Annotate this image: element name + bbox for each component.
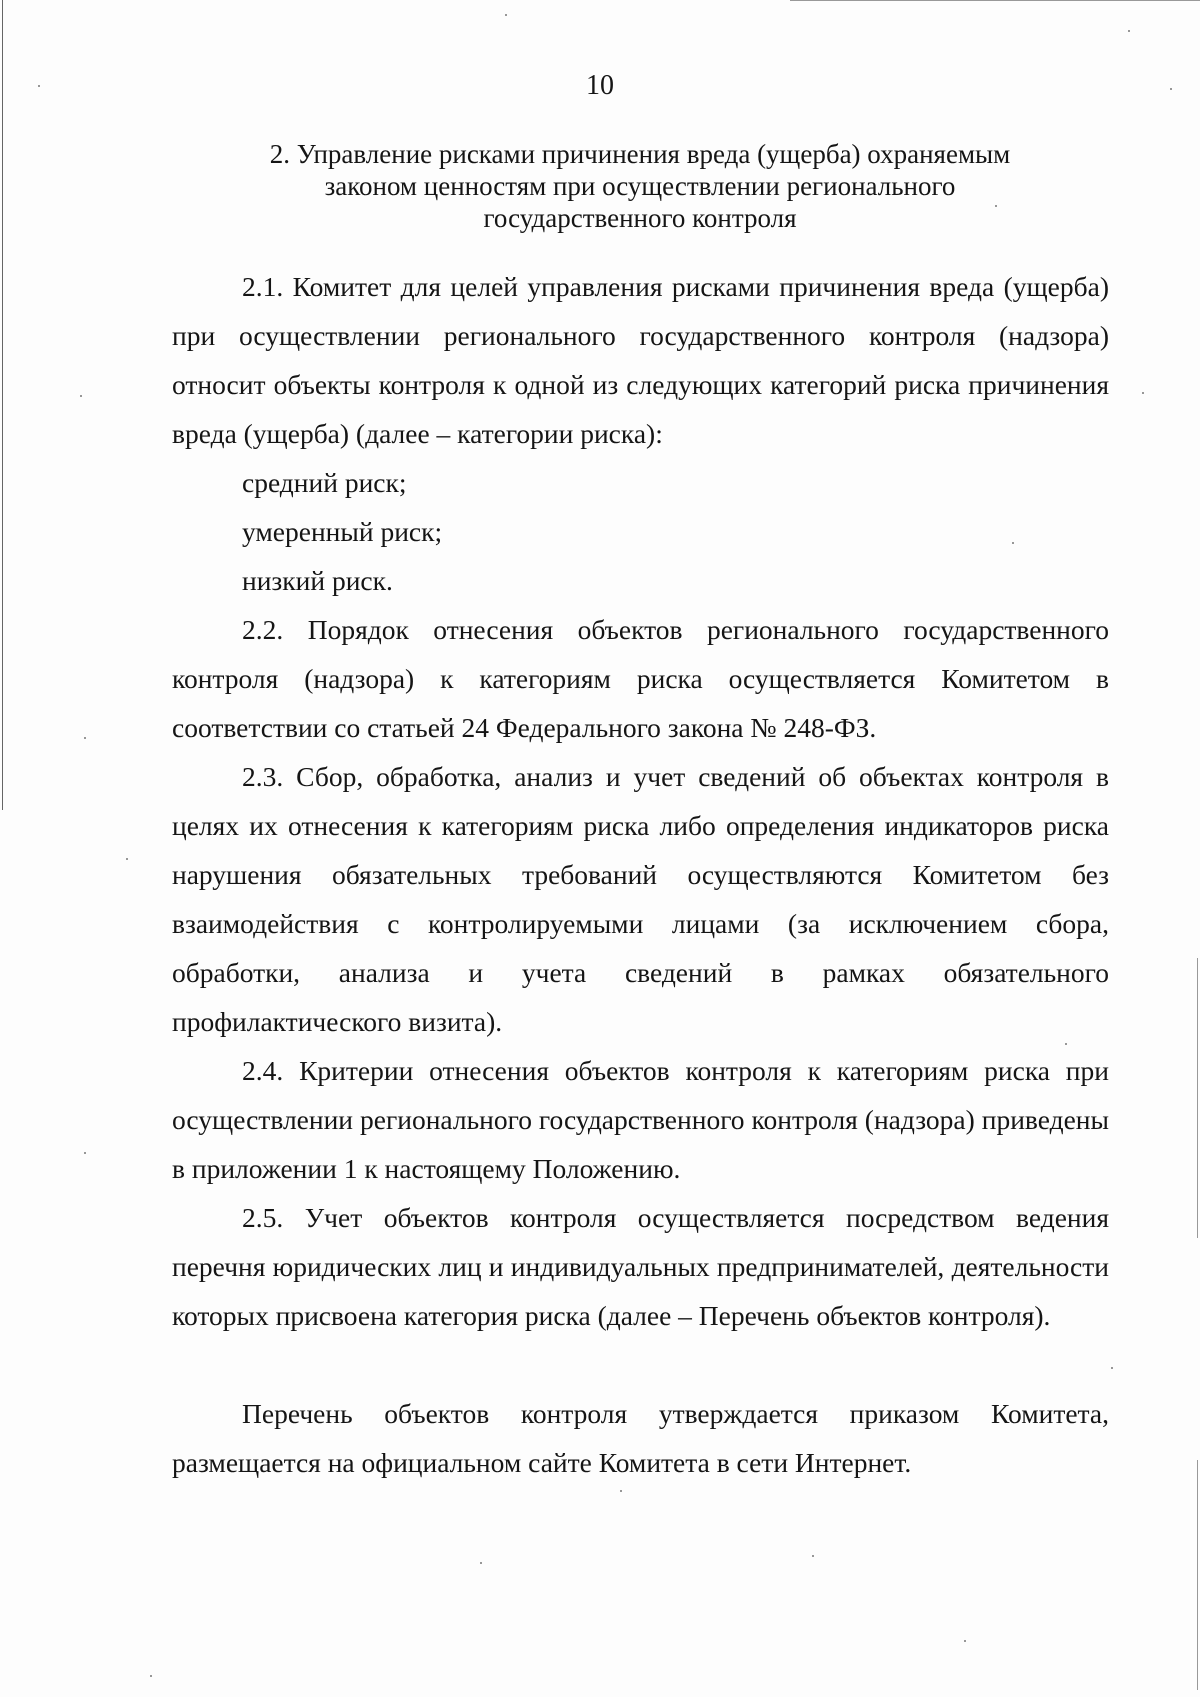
speck (80, 395, 82, 397)
section-title (200, 138, 1080, 234)
title-line: законом ценностям при осуществлении регионального (324, 171, 956, 201)
title-line: государственного контроля (483, 203, 797, 233)
speck (505, 14, 507, 16)
speck (620, 1490, 622, 1492)
risk-category-list (172, 458, 1109, 605)
speck (480, 1562, 482, 1564)
paragraph-2-3 (172, 752, 1109, 1046)
speck (1128, 30, 1130, 32)
speck (84, 1152, 86, 1154)
speck (812, 1555, 814, 1557)
page-number: 10 (586, 70, 614, 101)
paragraph-text: 2.3. Сбор, обработка, анализ и учет сведений об объектах контроля в целях их отнесения к категориям риска либо определения индикаторов риска нарушения обязательных требований осуществляются Комитетом без взаимодействия с контролируемыми лицами (за исключением сбора, обработки, анализа и учета сведений в рамках обязательного профилактического визита). (172, 761, 1109, 1037)
title-line: 2. Управление рисками причинения вреда (ущерба) охраняемым (269, 139, 1011, 169)
speck (126, 858, 128, 860)
scan-edge-left (2, 0, 3, 810)
list-item: низкий риск. (242, 565, 393, 596)
scan-edge-right (1197, 958, 1198, 1238)
paragraph-text: 2.5. Учет объектов контроля осуществляется посредством ведения перечня юридических лиц и индивидуальных предпринимателей, деятельности которых присвоена категория риска (далее – Перечень объектов контроля). (172, 1202, 1109, 1331)
paragraph-2-5 (172, 1193, 1109, 1340)
paragraph-text: Перечень объектов контроля утверждается приказом Комитета, размещается на официальном сайте Комитета в сети Интернет. (172, 1398, 1109, 1478)
scan-edge-right-bottom (1197, 1460, 1198, 1690)
scan-edge-top-right (790, 0, 1200, 1)
list-item: умеренный риск; (242, 516, 443, 547)
list-item: средний риск; (242, 467, 407, 498)
speck (964, 1640, 966, 1642)
speck (150, 1675, 152, 1677)
paragraph-2-1 (172, 262, 1109, 458)
speck (1142, 392, 1144, 394)
paragraph-text: 2.1. Комитет для целей управления рисками причинения вреда (ущерба) при осуществлении регионального государственного контроля (надзора) относит объекты контроля к одной из следующих категорий риска причинения вреда (ущерба) (далее – категории риска): (172, 271, 1109, 449)
paragraph-text: 2.4. Критерии отнесения объектов контроля к категориям риска при осуществлении регионального государственного контроля (надзора) приведены в приложении 1 к настоящему Положению. (172, 1055, 1109, 1184)
paragraph-2-4 (172, 1046, 1109, 1193)
paragraph-text: 2.2. Порядок отнесения объектов регионального государственного контроля (надзора) к категориям риска осуществляется Комитетом в соответствии со статьей 24 Федерального закона № 248-ФЗ. (172, 614, 1109, 743)
paragraph-2-2 (172, 605, 1109, 752)
speck (1111, 1367, 1113, 1369)
speck (84, 737, 86, 739)
paragraph-2-5-continued (172, 1389, 1109, 1487)
